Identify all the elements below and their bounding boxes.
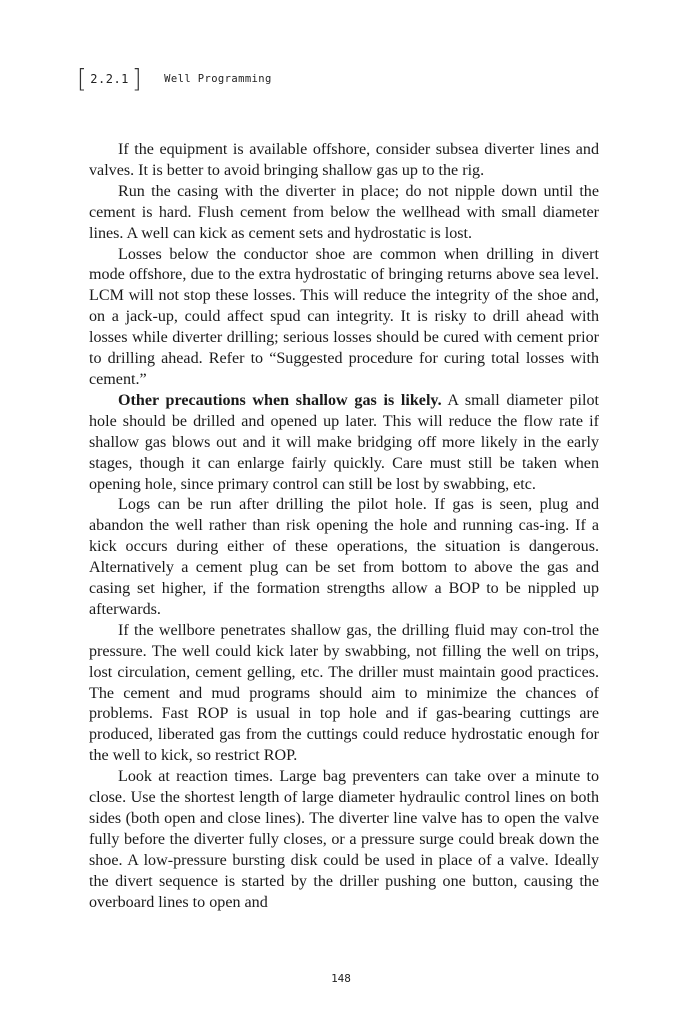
paragraph-3	[89, 245, 599, 391]
paragraph-1	[89, 140, 599, 182]
page-number: 148	[331, 972, 351, 985]
section-marker	[77, 63, 143, 93]
run-in-heading: Other precautions when shallow gas is likely.	[118, 391, 442, 409]
paragraph-text: Run the casing with the diverter in place; do not nipple down until the cement is hard. Flush cement from below the wellhead with small diameter lines. A well can kick as cement sets and hydrostatic is lost.	[89, 182, 599, 242]
body-text	[89, 140, 599, 914]
paragraph-text: If the equipment is available offshore, consider subsea diverter lines and valves. It is better to avoid bringing shallow gas up to the rig.	[89, 141, 599, 179]
chapter-title: Well Programming	[164, 73, 272, 85]
paragraph-2	[89, 182, 599, 245]
paragraph-4	[89, 391, 599, 496]
running-head	[77, 63, 272, 93]
paragraph-6	[89, 621, 599, 767]
paragraph-7	[89, 767, 599, 913]
paragraph-text: If the wellbore penetrates shallow gas, the drilling fluid may con-trol the pressure. The well could kick later by swabbing, not filling the well on trips, lost circulation, cement gelling, etc. The driller must maintain good practices. The cement and mud programs should aim to minimize the chances of problems. Fast ROP is usual in top hole and if gas-bearing cuttings are produced, liberated gas from the cuttings could reduce hydrostatic enough for the well to kick, so restrict ROP.	[89, 621, 599, 765]
paragraph-text: A small diameter pilot hole should be drilled and opened up later. This will reduce the flow rate if shallow gas blows out and it will make bridging off more likely in the early stages, though it can enlarge fairly quickly. Care must still be taken when opening hole, since primary control can still be lost by swabbing, etc.	[89, 391, 599, 493]
paragraph-text: Losses below the conductor shoe are common when drilling in divert mode offshore, due to the extra hydrostatic of bringing returns above sea level. LCM will not stop these losses. This will reduce the integrity of the shoe and, on a jack-up, could affect spud can integrity. It is risky to drill ahead with losses while diverter drilling; serious losses should be cured with cement prior to drilling ahead. Refer to “Suggested procedure for curing total losses with cement.”	[89, 245, 599, 388]
paragraph-5	[89, 495, 599, 620]
paragraph-text: Logs can be run after drilling the pilot hole. If gas is seen, plug and abandon the well rather than risk opening the hole and running cas-ing. If a kick occurs during either of these operations, the situation is dangerous. Alternatively a cement plug can be set from bottom to above the gas and casing set higher, if the formation strengths allow a BOP to be nippled up afterwards.	[89, 496, 599, 618]
paragraph-text: Look at reaction times. Large bag preventers can take over a minute to close. Use the shortest length of large diameter hydraulic control lines on both sides (both open and close lines). The diverter line valve has to open the valve fully before the diverter fully closes, or a pressure surge could break down the shoe. A low-pressure bursting disk could be used in place of a valve. Ideally the divert sequence is started by the driller pushing one button, causing the overboard lines to open and	[89, 768, 599, 911]
right-bracket: ]	[131, 63, 143, 93]
section-number: 2.2.1	[90, 72, 129, 86]
left-bracket: [	[77, 63, 88, 93]
